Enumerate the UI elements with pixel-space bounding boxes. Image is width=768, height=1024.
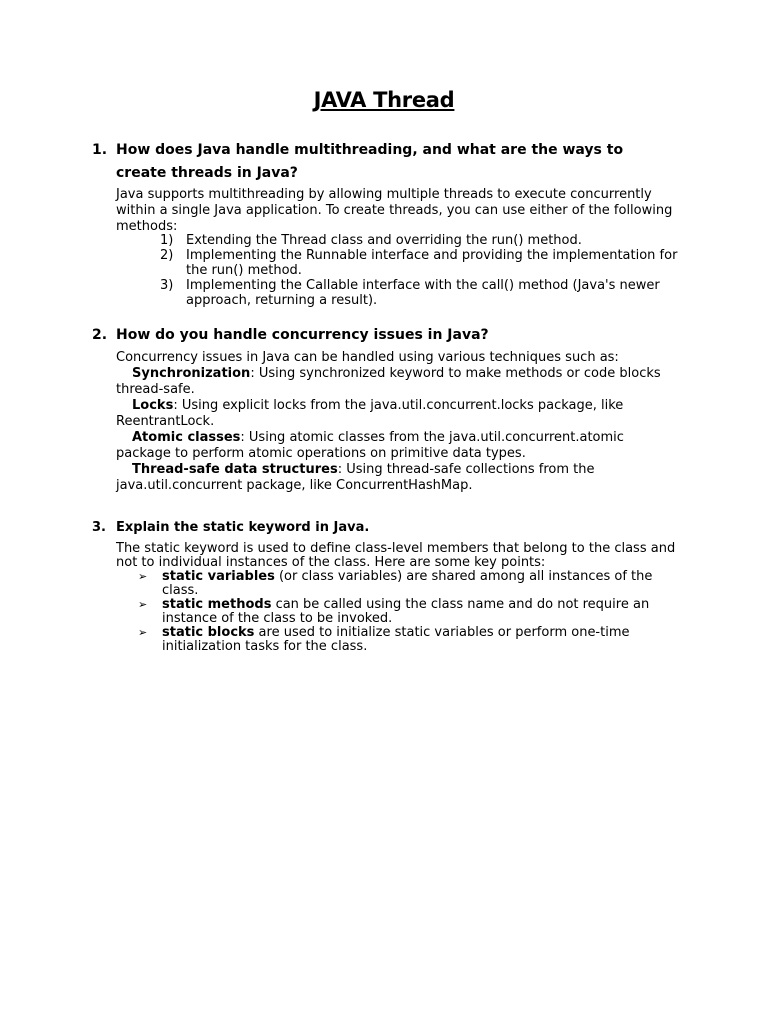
list-item [138,626,678,654]
thread-creation-methods-list [160,233,680,308]
technique-term: Atomic classes [132,430,241,445]
technique-desc: : Using thread-safe collections from the java.util.concurrent package, like ConcurrentHashMap. [116,462,595,493]
list-item-text: Implementing the Callable interface with the call() method (Java's newer approach, returning a result). [186,278,660,308]
question-number: 1. [92,142,108,158]
technique-desc: : Using explicit locks from the java.util.concurrent.locks package, like ReentrantLock. [116,398,624,429]
technique-desc: : Using atomic classes from the java.util.concurrent.atomic package to perform atomic operations on primitive data types. [116,430,624,461]
technique-term: Thread-safe data structures [132,462,338,477]
arrow-bullet-icon: ➢ [138,570,148,583]
point-desc: (or class variables) are shared among all instances of the class. [162,569,653,598]
answer-1-paragraph: Java supports multithreading by allowing multiple threads to execute concurrently within a single Java application. To create threads, you can use either of the following methods: [116,187,673,234]
answer-2-paragraph: Concurrency issues in Java can be handled using various techniques such as: [116,350,619,365]
technique-term: Synchronization [132,366,251,381]
list-item-number: 1) [160,233,174,248]
list-item [138,598,678,626]
point-term: static blocks [162,625,255,640]
point-term: static variables [162,569,275,584]
technique-item [116,430,676,462]
list-item [160,233,680,248]
technique-term: Locks [132,398,174,413]
technique-item [116,462,676,494]
static-keyword-points-list [138,570,678,654]
document-title: JAVA Thread [313,88,455,112]
technique-item [116,366,676,398]
list-item [160,248,680,278]
question-text: How do you handle concurrency issues in Java? [116,327,489,343]
question-number: 2. [92,327,108,343]
list-item-text: Implementing the Runnable interface and providing the implementation for the run() method. [186,248,678,278]
question-text: Explain the static keyword in Java. [116,520,370,535]
question-number: 3. [92,520,106,535]
list-item-number: 2) [160,248,174,263]
arrow-bullet-icon: ➢ [138,598,148,611]
technique-desc: : Using synchronized keyword to make methods or code blocks thread-safe. [116,366,661,397]
list-item [138,570,678,598]
point-term: static methods [162,597,272,612]
point-desc: are used to initialize static variables or perform one-time initialization tasks for the class. [162,625,630,654]
point-desc: can be called using the class name and do not require an instance of the class to be invoked. [162,597,650,626]
list-item-number: 3) [160,278,174,293]
list-item [160,278,680,308]
technique-item [116,398,676,430]
question-text: How does Java handle multithreading, and what are the ways to create threads in Java? [116,142,624,181]
arrow-bullet-icon: ➢ [138,626,148,639]
list-item-text: Extending the Thread class and overriding the run() method. [186,233,582,248]
answer-3-paragraph: The static keyword is used to define class-level members that belong to the class and not to individual instances of the class. Here are some key points: [116,541,676,570]
concurrency-techniques-list [116,366,676,494]
